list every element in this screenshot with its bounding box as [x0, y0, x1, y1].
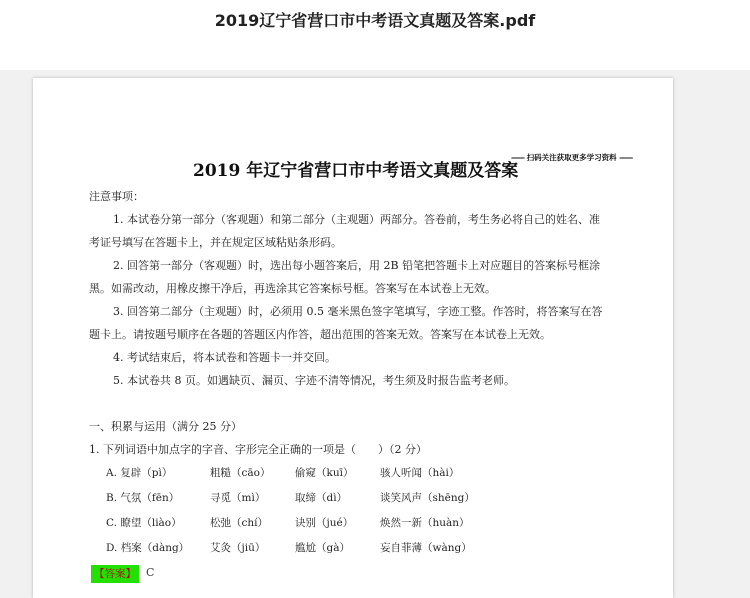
answer-tag: 【答案】: [91, 565, 139, 583]
notice-line: 2. 回答第一部分（客观题）时，选出每小题答案后，用 2B 铅笔把答题卡上对应题目的答案标号框涂: [113, 259, 601, 272]
option-word: 偷窥（kuī）: [295, 467, 354, 479]
option-word: 焕然一新（huàn）: [380, 517, 470, 529]
option-word: 骇人听闻（hài）: [380, 467, 460, 479]
option-word: 艾灸（jiū）: [210, 542, 266, 554]
qr-note-dash-right: ——: [619, 153, 633, 162]
option-label: D. 档案（dàng）: [106, 542, 190, 554]
notice-line: 1. 本试卷分第一部分（客观题）和第二部分（主观题）两部分。答卷前，考生务必将自己的姓名、准: [113, 213, 600, 226]
notice-line: 4. 考试结束后，将本试卷和答题卡一并交回。: [113, 351, 336, 364]
option-word: 尴尬（gà）: [295, 542, 350, 554]
notice-heading: 注意事项：: [89, 190, 144, 203]
notice-line: 题卡上。请按题号顺序在各题的答题区内作答，超出范围的答案无效。答案写在本试卷上无效。: [89, 328, 551, 341]
qr-note-dash-left: ——: [511, 153, 524, 162]
file-title: 2019辽宁省营口市中考语文真题及答案.pdf: [214, 11, 536, 30]
answer-value: C: [146, 566, 155, 579]
option-word: 妄自菲薄（wàng）: [380, 542, 472, 554]
notice-line: 考证号填写在答题卡上，并在规定区域粘贴条形码。: [89, 236, 342, 249]
section-heading: 一、积累与运用（满分 25 分）: [89, 420, 242, 433]
option-label: C. 瞭望（liào）: [106, 517, 182, 529]
qr-note: [511, 152, 632, 163]
notice-line: 3. 回答第二部分（主观题）时，必须用 0.5 毫米黑色签字笔填写，字迹工整。作答时，将答案写在答: [113, 305, 603, 318]
document-title: 2019 年辽宁省营口市中考语文真题及答案: [193, 161, 519, 181]
question-text: 1. 下列词语中加点字的字音、字形完全正确的一项是（ ）（2 分）: [89, 443, 427, 456]
option-word: 取缔（dì）: [295, 492, 348, 504]
option-label: A. 复辟（pì）: [106, 467, 173, 479]
option-word: 诀别（jué）: [295, 517, 354, 529]
option-word: 寻觅（mì）: [210, 492, 266, 504]
option-word: 谈笑风声（shēng）: [380, 492, 475, 504]
qr-note-text: 扫码关注获取更多学习资料: [526, 153, 617, 162]
option-label: B. 气氛（fēn）: [106, 492, 180, 504]
document-page: [33, 78, 673, 598]
notice-line: 5. 本试卷共 8 页。如遇缺页、漏页、字迹不清等情况，考生须及时报告监考老师。: [113, 374, 515, 387]
option-word: 松弛（chí）: [210, 517, 269, 529]
option-word: 粗糙（cāo）: [210, 467, 271, 479]
viewer-header: [0, 0, 750, 70]
notice-line: 黑。如需改动，用橡皮擦干净后，再选涂其它答案标号框。答案写在本试卷上无效。: [89, 282, 496, 295]
